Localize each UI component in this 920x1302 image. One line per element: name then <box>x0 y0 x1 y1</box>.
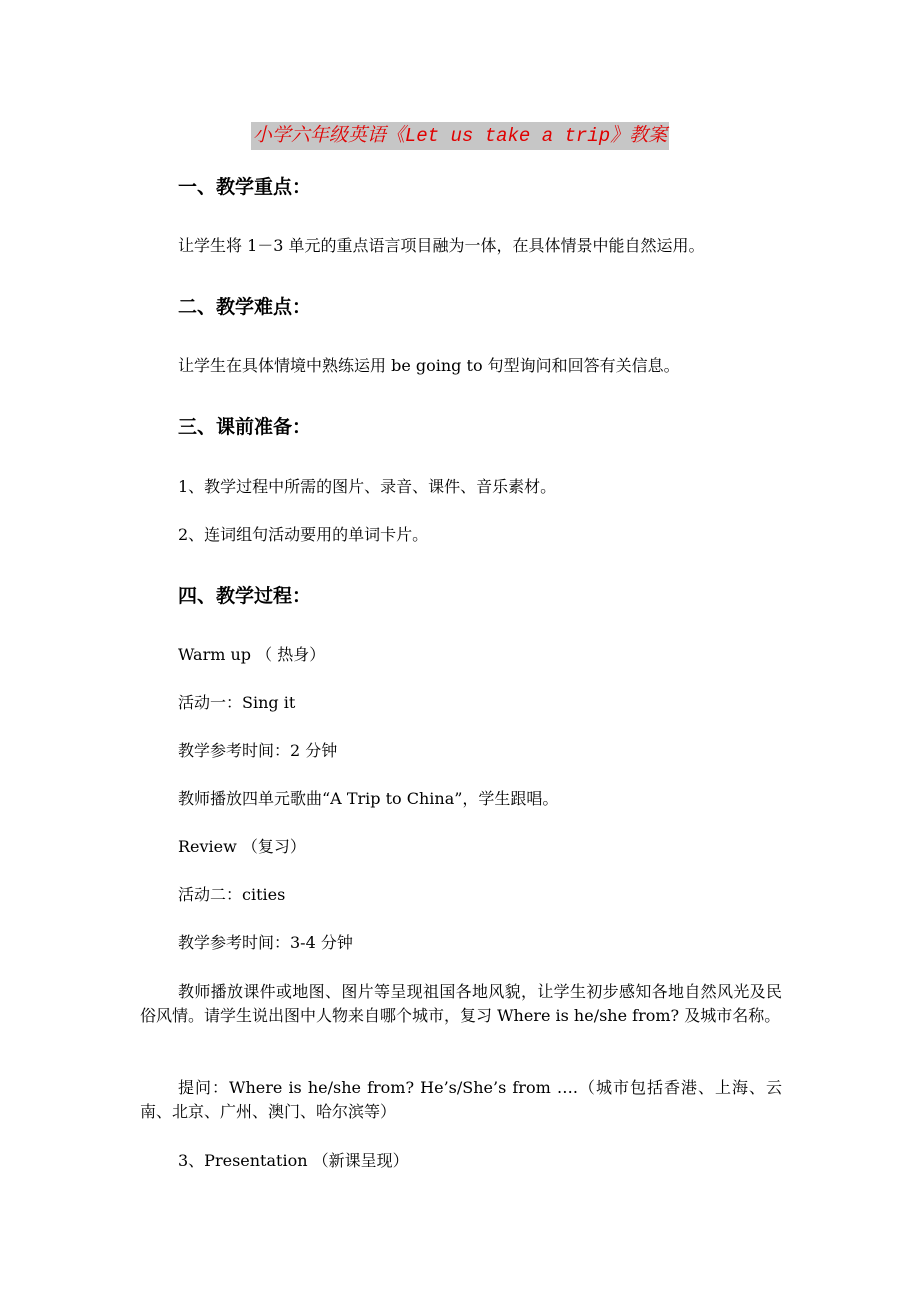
activity1-label: 活动一：Sing it <box>178 693 296 712</box>
question-paragraph: 提问：Where is he/she from? He’s/She’s from ….（城市包括香港、上海、云南、北京、广州、澳门、哈尔滨等） <box>140 1078 782 1121</box>
presentation-label: 3、Presentation （新课呈现） <box>178 1151 409 1170</box>
difficulties-text: 让学生在具体情境中熟练运用 be going to 句型询问和回答有关信息。 <box>178 356 680 375</box>
prep-item-2: 2、连词组句活动要用的单词卡片。 <box>178 525 429 544</box>
warmup-label: Warm up （ 热身） <box>178 645 326 664</box>
document-title: 小学六年级英语《Let us take a trip》教案 <box>251 122 669 150</box>
time2-text: 教学参考时间：3-4 分钟 <box>178 933 353 952</box>
difficulties-heading: 二、教学难点： <box>178 296 312 318</box>
desc2-paragraph: 教师播放课件或地图、图片等呈现祖国各地风貌，让学生初步感知各地自然风光及民俗风情。请学生说出图中人物来自哪个城市，复习 Where is he/she from? 及城市名称。 <box>140 982 782 1025</box>
prep-heading: 三、课前准备： <box>178 416 312 438</box>
key-points-text: 让学生将 1－3 单元的重点语言项目融为一体，在具体情景中能自然运用。 <box>178 236 705 255</box>
activity2-label: 活动二：cities <box>178 885 286 904</box>
title-wrap <box>0 122 920 150</box>
time1-text: 教学参考时间：2 分钟 <box>178 741 338 760</box>
prep-item-1: 1、教学过程中所需的图片、录音、课件、音乐素材。 <box>178 477 557 496</box>
desc1-text: 教师播放四单元歌曲“A Trip to China”，学生跟唱。 <box>178 789 559 808</box>
key-points-heading: 一、教学重点： <box>178 176 312 198</box>
process-heading: 四、教学过程： <box>178 585 312 607</box>
review-label: Review （复习） <box>178 837 306 856</box>
